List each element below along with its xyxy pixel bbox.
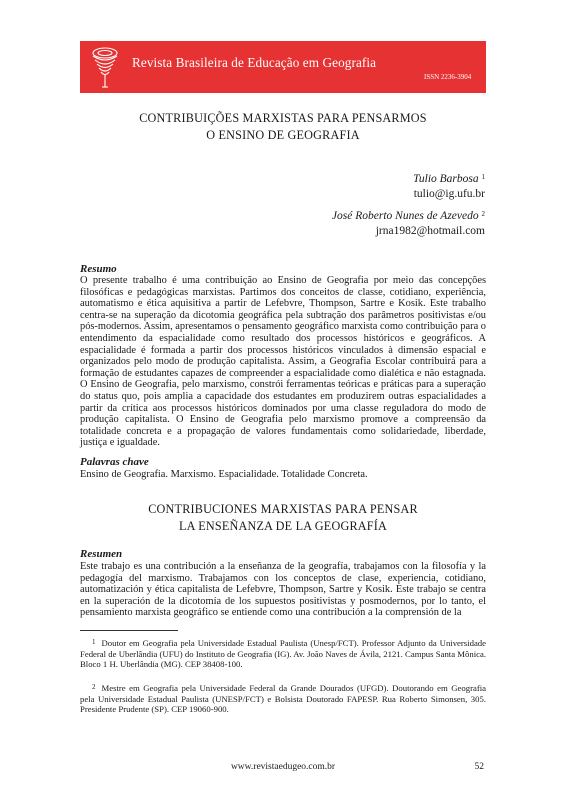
- resumen-heading: Resumen: [80, 548, 123, 560]
- author-1: [413, 170, 485, 202]
- keywords-heading: Palavras chave: [80, 456, 149, 468]
- author-note: 1: [481, 173, 485, 181]
- author-2: [332, 207, 485, 239]
- footnote-1: [80, 637, 486, 670]
- resumo-text: O presente trabalho é uma contribuição ao Ensino de Geografia por meio das concepções filosóficas e pedagógicas marxistas. Partimos dos conceitos de classe, cotidiano, experiência, automatismo e ética aquisitiva a partir de Lefebvre, Thompson, Sartre e Kosik. Este trabalho centra-se na superação da dicotomia geográfica pela subtração dos parâmetros positivistas e/ou pós-modernos. Assim, apresentamos o pensamento geográfico marxista como contribuição para o entendimento da espacialidade como resultado dos processos históricos e geográficos. A espacialidade é formada a partir dos processos históricos vinculados à dimensão espacial e organizados pelo modo de produção capitalista. Assim, a Geografia Escolar contribuirá para a formação de estudantes capazes de compreender a espacialidade como dialética e não estagnada. O Ensino de Geografia, pelo marxismo, constrói ferramentas teóricas e práticas para a superação do status quo, pois amplia a capacidade dos estudantes em produzirem outras espacialidades a partir da crítica aos processos históricos dominados por uma classe reguladora do modo de produção capitalista. O Ensino de Geografia pelo marxismo promove a compreensão da totalidade concreta e a propagação de valores fundamentais como solidariedade, liberdade, justiça e igualdade.: [80, 275, 486, 449]
- author-note: 2: [481, 210, 485, 218]
- footnote-text: Mestre em Geografia pela Universidade Federal da Grande Dourados (UFGD). Doutorando em Geografia pela Universidade Estadual Paulista (UNESP/FCT) e Bolsista Doutorado FAPESP. Rua Roberto Simonsen, 305. Presidente Prudente (SP). CEP 19060-900.: [80, 683, 486, 714]
- title-line-2: O ENSINO DE GEOGRAFIA: [206, 128, 360, 142]
- resumen-text: Este trabajo es una contribución a la enseñanza de la geografía, trabajamos con la filosofía y la pedagogía del marxismo. Trabajamos con los conceptos de clase, experiencia, cotidiano, automatización y ética capitalista de Lefebvre, Thompson, Sartre y Kosik. Este trabajo se centra en la superación de la dicotomía de los supuestos positivistas y posmodernos, por lo tanto, el pensamiento marxista geográfico se entiende como una contribución a la comprensión de la: [80, 561, 486, 619]
- issn-label: ISSN 2236-3904: [424, 73, 472, 81]
- footer-url[interactable]: www.revistaedugeo.com.br: [230, 762, 336, 772]
- author-name: José Roberto Nunes de Azevedo: [331, 210, 479, 222]
- article-title-pt: [80, 110, 486, 144]
- globe-spiral-logo: [88, 44, 122, 90]
- page-number: 52: [474, 762, 484, 772]
- title-line-1: CONTRIBUCIONES MARXISTAS PARA PENSAR: [148, 502, 418, 516]
- article-title-es: [80, 501, 486, 535]
- journal-title: Revista Brasileira de Educação em Geografia: [132, 55, 377, 70]
- keywords-text: Ensino de Geografia. Marxismo. Espacialidade. Totalidade Concreta.: [80, 469, 368, 480]
- footnote-divider: [80, 630, 178, 631]
- author-email[interactable]: tulio@ig.ufu.br: [413, 188, 485, 200]
- author-email[interactable]: jrna1982@hotmail.com: [375, 225, 485, 237]
- footnote-number: 1: [92, 638, 96, 646]
- author-name: Tulio Barbosa: [413, 173, 479, 185]
- footnote-number: 2: [92, 683, 96, 691]
- title-line-2: LA ENSEÑANZA DE LA GEOGRAFÍA: [178, 519, 388, 533]
- footnote-2: [80, 682, 486, 715]
- title-line-1: CONTRIBUIÇÕES MARXISTAS PARA PENSARMOS: [139, 111, 427, 125]
- footnote-text: Doutor em Geografia pela Universidade Estadual Paulista (Unesp/FCT). Professor Adjunto da Universidade Federal de Uberlândia (UFU) do Instituto de Geografia (IG). Av. João Naves de Ávila, 2121. Campus Santa Mônica. Bloco 1 H. Uberlândia (MG). CEP 38408-100.: [80, 638, 486, 669]
- resumo-heading: Resumo: [80, 263, 117, 275]
